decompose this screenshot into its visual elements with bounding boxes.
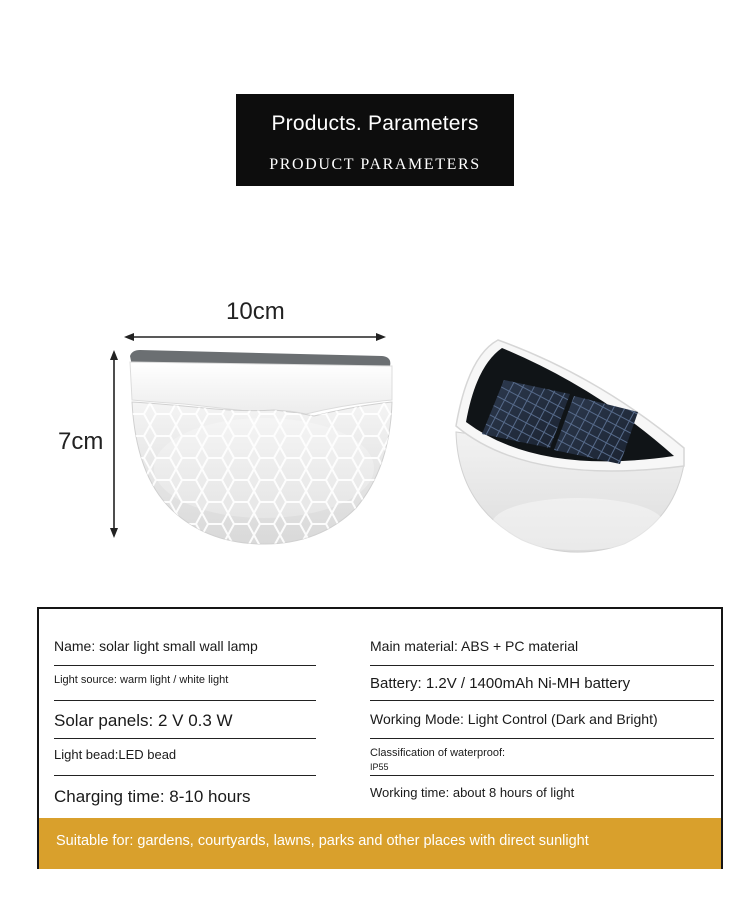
page-title: Products. Parameters <box>271 112 479 135</box>
row-divider <box>370 700 714 701</box>
param-working-time: Working time: about 8 hours of light <box>370 785 575 800</box>
param-name: Name: solar light small wall lamp <box>54 638 258 654</box>
row-divider <box>370 738 714 739</box>
param-main-material: Main material: ABS + PC material <box>370 638 579 654</box>
param-light-bead: Light bead:LED bead <box>54 747 177 762</box>
row-divider <box>370 665 714 666</box>
param-waterproof-label: Classification of waterproof: <box>370 747 506 759</box>
width-dimension-label: 10cm <box>226 298 285 325</box>
row-divider <box>54 700 316 701</box>
row-divider <box>54 665 316 666</box>
param-light-source: Light source: warm light / white light <box>54 674 229 686</box>
param-charging-time: Charging time: 8-10 hours <box>54 787 251 806</box>
row-divider <box>54 738 316 739</box>
row-divider <box>370 775 714 776</box>
suitable-for-banner <box>39 818 721 869</box>
param-battery: Battery: 1.2V / 1400mAh Ni-MH battery <box>370 675 631 692</box>
suitable-for-text: Suitable for: gardens, courtyards, lawns, parks and other places with direct sunlight <box>56 833 589 849</box>
param-solar-panels: Solar panels: 2 V 0.3 W <box>54 711 233 730</box>
title-banner <box>236 94 514 186</box>
height-dimension-label: 7cm <box>58 428 104 455</box>
param-working-mode: Working Mode: Light Control (Dark and Bright) <box>370 711 658 727</box>
parameters-table <box>37 607 723 869</box>
row-divider <box>54 775 316 776</box>
page-subtitle: PRODUCT PARAMETERS <box>269 156 481 173</box>
lamp-front-image <box>124 348 398 548</box>
param-waterproof-value: IP55 <box>370 762 389 772</box>
lamp-solar-panel-image <box>448 336 692 558</box>
